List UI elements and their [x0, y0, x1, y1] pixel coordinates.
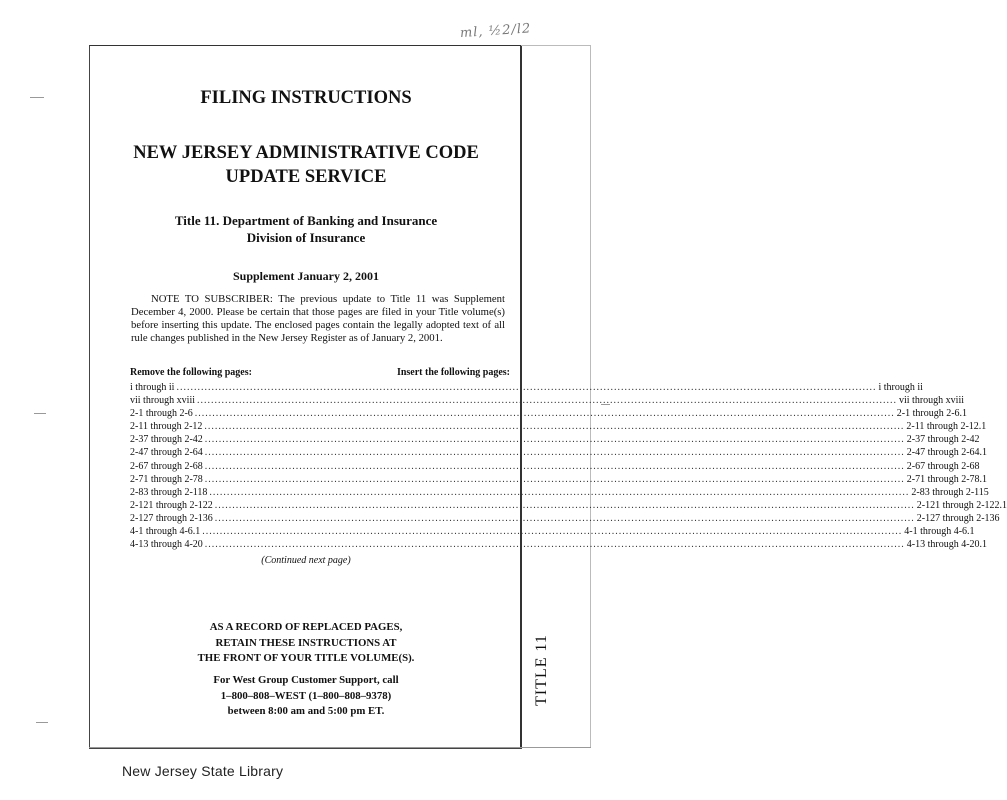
subscriber-note: [131, 293, 505, 345]
outer-edge-top: [521, 45, 591, 46]
remove-pages: 2-11 through 2-12: [130, 421, 203, 433]
instruction-sheet: [92, 45, 1007, 745]
handwritten-note: ml, ½2/l2: [459, 21, 532, 42]
page-row: [130, 433, 980, 446]
record-line2: RETAIN THESE INSTRUCTIONS AT: [215, 636, 397, 649]
title-block: [92, 213, 520, 246]
remove-pages: 2-121 through 2-122: [130, 499, 213, 511]
insert-pages: 2-37 through 2-42: [906, 434, 980, 446]
page-row: [130, 407, 968, 420]
code-title: [92, 141, 520, 189]
remove-pages: 4-13 through 4-20: [130, 539, 203, 551]
leader-dots: ........................................................................................................................................................................................................: [176, 382, 877, 393]
page-row: [130, 460, 980, 473]
page-row: [130, 394, 964, 407]
page-row: [130, 525, 975, 538]
title-line1: Title 11. Department of Banking and Insurance: [174, 213, 438, 228]
leader-dots: ........................................................................................................................................................................................................: [214, 499, 915, 511]
page-list: [130, 381, 1007, 551]
remove-pages: 2-127 through 2-136: [130, 512, 213, 524]
page-row: [130, 499, 1007, 512]
insert-header: Insert the following pages:: [396, 367, 510, 378]
remove-pages: 2-67 through 2-68: [130, 460, 203, 472]
insert-pages: 2-127 through 2-136: [916, 512, 1000, 524]
leader-dots: ........................................................................................................................................................................................................: [202, 526, 903, 538]
support-line3: between 8:00 am and 5:00 pm ET.: [227, 705, 385, 717]
insert-pages: 2-83 through 2-115: [911, 486, 989, 498]
leader-dots: ........................................................................................................................................................................................................: [204, 473, 905, 485]
support-line2: 1–800–808–WEST (1–800–808–9378): [220, 689, 392, 702]
support-line1: For West Group Customer Support, call: [213, 674, 399, 686]
scan-speck: [34, 413, 46, 414]
insert-pages: vii through xviii: [899, 395, 964, 407]
page-row: [130, 420, 987, 433]
remove-pages: 4-1 through 4-6.1: [130, 526, 201, 538]
insert-pages: i through ii: [878, 382, 923, 393]
page-row: [130, 486, 989, 499]
page-row: [130, 538, 988, 551]
continued-note: (Continued next page): [261, 555, 351, 566]
insert-pages: 2-67 through 2-68: [906, 460, 980, 472]
outer-edge-bottom: [89, 747, 591, 748]
remove-pages: 2-47 through 2-64: [130, 447, 203, 459]
insert-pages: 4-1 through 4-6.1: [904, 526, 975, 538]
record-line1: AS A RECORD OF REPLACED PAGES,: [209, 621, 403, 633]
insert-pages: 4-13 through 4-20.1: [906, 539, 988, 551]
remove-pages: 2-37 through 2-42: [130, 434, 203, 446]
remove-pages: vii through xviii: [130, 395, 195, 407]
title-tab-label: TITLE 11: [533, 634, 551, 706]
insert-pages: 2-71 through 2-78.1: [906, 473, 988, 485]
scan-speck: [36, 722, 48, 723]
leader-dots: ........................................................................................................................................................................................................: [214, 512, 915, 524]
remove-pages: 2-71 through 2-78: [130, 473, 203, 485]
scan-speck: [30, 97, 44, 98]
library-stamp: New Jersey State Library: [122, 763, 284, 779]
remove-pages: 2-83 through 2-118: [130, 486, 208, 498]
insert-pages: 2-121 through 2-122.1: [916, 499, 1007, 511]
page-row: [130, 446, 988, 459]
title-tab: [520, 590, 564, 750]
record-line3: THE FRONT OF YOUR TITLE VOLUME(S).: [197, 652, 415, 664]
remove-header: Remove the following pages:: [130, 367, 252, 378]
insert-pages: 2-11 through 2-12.1: [906, 421, 987, 433]
code-title-line1: NEW JERSEY ADMINISTRATIVE CODE: [133, 143, 479, 163]
leader-dots: ........................................................................................................................................................................................................: [204, 421, 905, 433]
insert-pages: 2-47 through 2-64.1: [906, 447, 988, 459]
code-title-line2: UPDATE SERVICE: [225, 167, 387, 187]
page-row: [130, 512, 1000, 525]
leader-dots: ........................................................................................................................................................................................................: [194, 408, 895, 420]
record-notice: [92, 620, 520, 667]
remove-pages: 2-1 through 2-6: [130, 408, 193, 420]
page-heading: FILING INSTRUCTIONS: [200, 88, 412, 108]
leader-dots: ........................................................................................................................................................................................................: [204, 539, 905, 551]
supplement-date: Supplement January 2, 2001: [232, 269, 380, 283]
remove-pages: i through ii: [130, 382, 175, 393]
subscriber-note-text: NOTE TO SUBSCRIBER: The previous update to Title 11 was Supplement December 4, 2000. Please be certain that those pages are filed in your Title volume(s) before inserting this update. The enclosed pages contain the legally adopted text of all rule changes published in the New Jersey Register as of January 2, 2001.: [131, 293, 505, 345]
insert-pages: 2-1 through 2-6.1: [896, 408, 968, 420]
page-row: [130, 473, 988, 486]
leader-dots: ........................................................................................................................................................................................................: [204, 460, 905, 472]
support-info: [92, 673, 520, 720]
page-row: [130, 381, 923, 394]
leader-dots: ........................................................................................................................................................................................................: [204, 434, 905, 446]
leader-dots: ........................................................................................................................................................................................................: [209, 486, 910, 498]
leader-dots: ........................................................................................................................................................................................................: [197, 395, 897, 407]
leader-dots: ........................................................................................................................................................................................................: [204, 447, 905, 459]
title-line2: Division of Insurance: [246, 229, 366, 245]
